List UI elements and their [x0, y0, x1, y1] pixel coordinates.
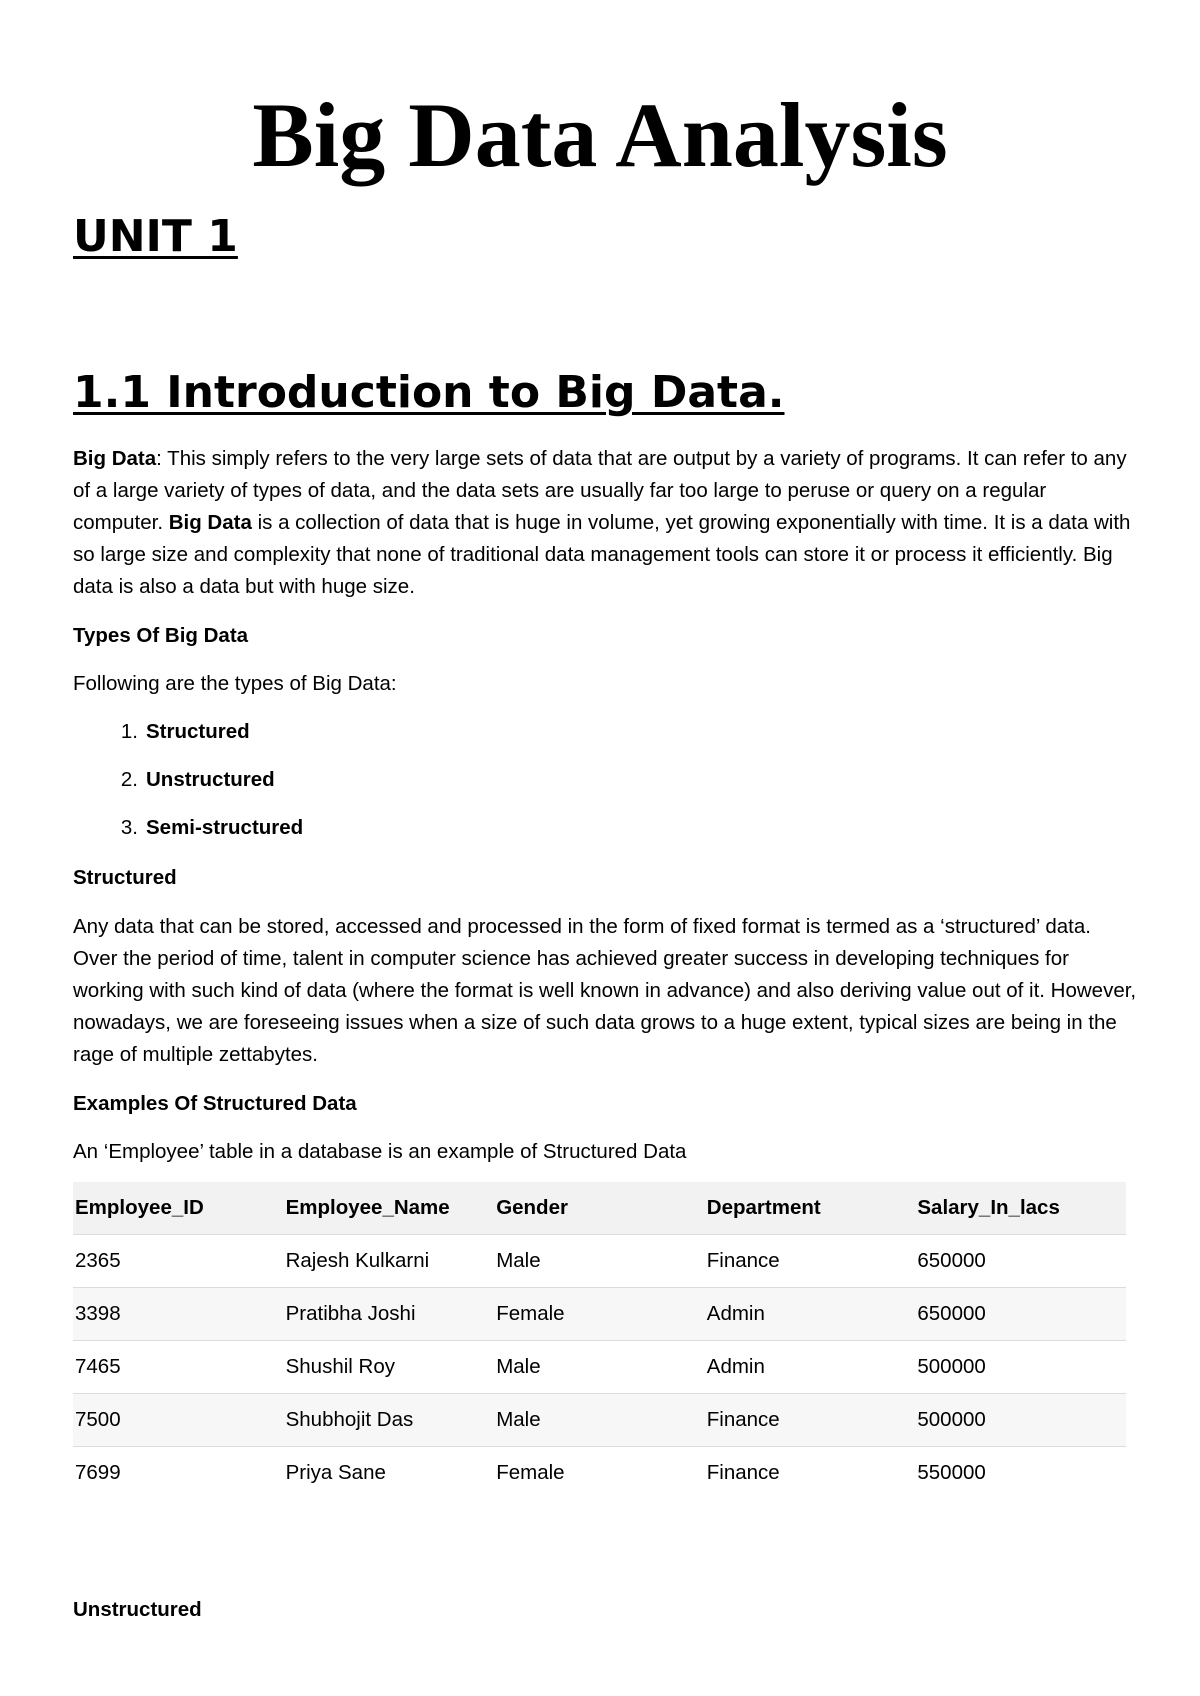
table-cell: Finance	[705, 1235, 916, 1288]
table-cell: Male	[494, 1235, 705, 1288]
table-row	[73, 1235, 1126, 1288]
list-number: 2.	[120, 768, 138, 791]
table-cell: Rajesh Kulkarni	[284, 1235, 495, 1288]
types-heading: Types Of Big Data	[73, 624, 249, 647]
list-number: 3.	[120, 816, 138, 839]
table-cell: 2365	[73, 1235, 284, 1288]
table-cell: Admin	[705, 1341, 916, 1394]
table-cell: 500000	[915, 1394, 1126, 1447]
table-row	[73, 1341, 1126, 1394]
intro-term: Big Data	[73, 447, 157, 470]
list-label: Semi-structured	[146, 816, 304, 839]
column-header: Employee_Name	[284, 1182, 495, 1235]
types-list	[73, 716, 303, 860]
intro-text-1: : This simply refers to the very large sets of data that are output by a variety of programs. It can refer to any of a large variety of types of data, and the data sets are usually far too large to peruse or query on a regular computer.	[73, 447, 1127, 534]
table-cell: 550000	[917, 1461, 986, 1484]
table-cell: 7699	[75, 1461, 121, 1484]
table-cell: 7500	[73, 1394, 284, 1447]
types-lead: Following are the types of Big Data:	[73, 672, 397, 695]
table-cell: 7465	[73, 1341, 284, 1394]
table-cell: Male	[494, 1394, 705, 1447]
structured-heading: Structured	[73, 866, 177, 889]
table-cell: Pratibha Joshi	[284, 1288, 495, 1341]
table-row	[73, 1394, 1126, 1447]
document-title: Big Data Analysis	[252, 84, 948, 186]
types-list-item	[73, 764, 303, 812]
table-cell: 650000	[915, 1235, 1126, 1288]
examples-heading: Examples Of Structured Data	[73, 1092, 357, 1115]
examples-lead: An ‘Employee’ table in a database is an example of Structured Data	[73, 1140, 687, 1163]
types-list-item	[73, 716, 303, 764]
list-label: Structured	[146, 720, 250, 743]
table-cell: Priya Sane	[285, 1461, 386, 1484]
structured-paragraph: Any data that can be stored, accessed and processed in the form of fixed format is termed as a ‘structured’ data. Over the period of time, talent in computer science has achieved greater success in developing techniques for working with such kind of data (where the format is well known in advance) and also deriving value out of it. However, nowadays, we are foreseeing issues when a size of such data grows to a huge extent, typical sizes are being in the rage of multiple zettabytes.	[73, 915, 1137, 1066]
table-cell: 500000	[915, 1341, 1126, 1394]
table-cell: Shubhojit Das	[284, 1394, 495, 1447]
column-header: Employee_ID	[73, 1182, 284, 1235]
table-row	[73, 1447, 1126, 1500]
table-cell: Female	[494, 1288, 705, 1341]
table-row	[73, 1288, 1126, 1341]
list-number: 1.	[120, 720, 138, 743]
table-cell: 3398	[73, 1288, 284, 1341]
column-header: Department	[705, 1182, 916, 1235]
table-cell: Female	[496, 1461, 565, 1484]
intro-term-2: Big Data	[168, 511, 252, 534]
table-cell: Admin	[705, 1288, 916, 1341]
column-header: Salary_In_lacs	[915, 1182, 1126, 1235]
table-cell: Finance	[705, 1394, 916, 1447]
unstructured-heading: Unstructured	[73, 1598, 202, 1621]
table-cell: Finance	[706, 1461, 780, 1484]
section-heading: 1.1 Introduction to Big Data.	[73, 367, 785, 418]
list-label: Unstructured	[146, 768, 275, 791]
intro-paragraph	[73, 443, 1138, 603]
intro-text-2: is a collection of data that is huge in volume, yet growing exponentially with time. It is a data with so large size and complexity that none of traditional data management tools can store it or process it efficiently. Big data is also a data but with huge size.	[73, 511, 1131, 598]
types-list-item	[73, 812, 303, 860]
table-header-row	[73, 1182, 1126, 1235]
column-header: Gender	[494, 1182, 705, 1235]
unit-heading: UNIT 1	[73, 211, 238, 262]
table-cell: Shushil Roy	[284, 1341, 495, 1394]
employee-table	[73, 1182, 1126, 1499]
table-cell: Male	[494, 1341, 705, 1394]
table-cell: 650000	[915, 1288, 1126, 1341]
